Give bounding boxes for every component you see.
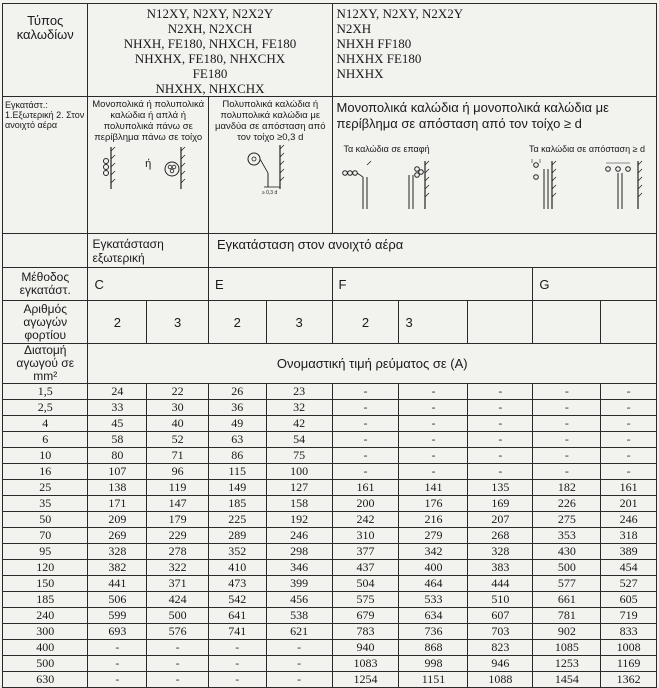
table-row bbox=[3, 624, 657, 640]
current-value: - bbox=[533, 416, 601, 432]
spaced-multicore-cable-illustration bbox=[220, 143, 320, 195]
current-value: 226 bbox=[533, 496, 601, 512]
current-value: 1151 bbox=[399, 672, 468, 688]
current-value: 342 bbox=[399, 544, 468, 560]
current-value: 641 bbox=[208, 608, 266, 624]
method-label: Μέθοδος εγκατάστ. bbox=[3, 268, 88, 301]
current-value: 703 bbox=[468, 624, 533, 640]
table-row bbox=[3, 432, 657, 448]
current-value: 176 bbox=[399, 496, 468, 512]
current-value: 269 bbox=[88, 528, 147, 544]
current-value: - bbox=[601, 384, 657, 400]
alternative-symbol: ή bbox=[145, 158, 152, 170]
spaced-cables-label: Τα καλώδια σε απόσταση ≥ d bbox=[528, 144, 646, 154]
current-value: 444 bbox=[468, 576, 533, 592]
current-value: 40 bbox=[147, 416, 209, 432]
current-value: 510 bbox=[468, 592, 533, 608]
cross-section-value: 6 bbox=[3, 432, 88, 448]
current-value: - bbox=[399, 384, 468, 400]
rating-rows bbox=[3, 384, 657, 688]
spaced-cables-illustration bbox=[522, 155, 652, 213]
current-value: 225 bbox=[208, 512, 266, 528]
current-value: - bbox=[468, 384, 533, 400]
current-value: 278 bbox=[147, 544, 209, 560]
current-value: - bbox=[399, 432, 468, 448]
current-value: 141 bbox=[399, 480, 468, 496]
current-value: 946 bbox=[468, 656, 533, 672]
current-value: 107 bbox=[88, 464, 147, 480]
current-value: 279 bbox=[399, 528, 468, 544]
cable-type-line: N12XY, N2XY, N2X2Y bbox=[146, 6, 274, 21]
current-value: 781 bbox=[533, 608, 601, 624]
current-value: 504 bbox=[332, 576, 399, 592]
table-row bbox=[3, 528, 657, 544]
current-value: 161 bbox=[332, 480, 399, 496]
conductors-f-3: 3 bbox=[399, 301, 468, 344]
current-value: 506 bbox=[88, 592, 147, 608]
method-c: C bbox=[88, 268, 208, 301]
method-e-text: Πολυπολικά καλώδια ή πολυπολικά καλώδια με μανδύα σε απόσταση από τον τοίχο ≥0,3 d bbox=[214, 99, 326, 143]
current-value: 246 bbox=[266, 528, 332, 544]
current-value: 71 bbox=[147, 448, 209, 464]
current-value: 75 bbox=[266, 448, 332, 464]
cable-type-line: N12XY, N2XY, N2X2Y bbox=[336, 6, 464, 21]
current-value: 328 bbox=[88, 544, 147, 560]
table-row bbox=[3, 592, 657, 608]
current-value: - bbox=[533, 432, 601, 448]
cable-type-line: FE180 bbox=[192, 66, 228, 81]
current-value: 246 bbox=[601, 512, 657, 528]
current-value: 454 bbox=[601, 560, 657, 576]
current-value: 1253 bbox=[533, 656, 601, 672]
cable-types-row bbox=[3, 4, 657, 97]
current-value: 328 bbox=[468, 544, 533, 560]
current-value: 242 bbox=[332, 512, 399, 528]
cross-section-value: 630 bbox=[3, 672, 88, 688]
current-value: 318 bbox=[601, 528, 657, 544]
external-installation-label: Εγκατάσταση εξωτερική bbox=[88, 234, 208, 268]
cable-type-line: NHXH, FE180, NHXCH, FE180 bbox=[123, 36, 297, 51]
current-value: 383 bbox=[468, 560, 533, 576]
current-value: 400 bbox=[399, 560, 468, 576]
method-c-description bbox=[88, 97, 208, 234]
current-value: 599 bbox=[88, 608, 147, 624]
current-value: 576 bbox=[147, 624, 209, 640]
current-value: 207 bbox=[468, 512, 533, 528]
current-value: 500 bbox=[147, 608, 209, 624]
current-value: - bbox=[208, 640, 266, 656]
table-row bbox=[3, 544, 657, 560]
current-value: - bbox=[468, 416, 533, 432]
empty-cell bbox=[468, 301, 533, 344]
current-value: - bbox=[332, 416, 399, 432]
current-value: 135 bbox=[468, 480, 533, 496]
current-value: 542 bbox=[208, 592, 266, 608]
current-value: 322 bbox=[147, 560, 209, 576]
current-rating-label: Ονομαστική τιμή ρεύματος σε (A) bbox=[88, 344, 657, 384]
cable-type-line: N2XH bbox=[336, 21, 372, 36]
cross-section-value: 240 bbox=[3, 608, 88, 624]
empty-cell bbox=[3, 234, 88, 268]
current-value: 127 bbox=[266, 480, 332, 496]
cross-section-value: 120 bbox=[3, 560, 88, 576]
current-value: 437 bbox=[332, 560, 399, 576]
cross-section-value: 1,5 bbox=[3, 384, 88, 400]
current-value: 634 bbox=[399, 608, 468, 624]
current-value: 1254 bbox=[332, 672, 399, 688]
current-value: - bbox=[533, 464, 601, 480]
current-value: 424 bbox=[147, 592, 209, 608]
current-value: 169 bbox=[468, 496, 533, 512]
current-value: 32 bbox=[266, 400, 332, 416]
current-value: 42 bbox=[266, 416, 332, 432]
current-value: - bbox=[88, 656, 147, 672]
current-value: 719 bbox=[601, 608, 657, 624]
current-value: 382 bbox=[88, 560, 147, 576]
current-value: 96 bbox=[147, 464, 209, 480]
table-row bbox=[3, 448, 657, 464]
table-row bbox=[3, 672, 657, 688]
installation-type-label: Εγκατάστ.: 1.Εξωτερική 2. Στον ανοιχτό αέρα bbox=[3, 97, 88, 234]
conductors-f-2: 2 bbox=[332, 301, 399, 344]
method-row bbox=[3, 268, 657, 301]
current-value: 33 bbox=[88, 400, 147, 416]
table-row bbox=[3, 496, 657, 512]
cross-section-label: Διατομή αγωγού σε mm² bbox=[3, 344, 88, 384]
current-value: 353 bbox=[533, 528, 601, 544]
current-value: 161 bbox=[601, 480, 657, 496]
current-value: 185 bbox=[208, 496, 266, 512]
cross-section-value: 50 bbox=[3, 512, 88, 528]
cross-section-value: 2,5 bbox=[3, 400, 88, 416]
current-value: 1083 bbox=[332, 656, 399, 672]
current-value: - bbox=[208, 656, 266, 672]
current-value: 399 bbox=[266, 576, 332, 592]
current-value: - bbox=[332, 448, 399, 464]
method-fg-description bbox=[332, 97, 656, 234]
current-value: - bbox=[399, 464, 468, 480]
current-value: - bbox=[533, 448, 601, 464]
current-value: 377 bbox=[332, 544, 399, 560]
current-value: 1088 bbox=[468, 672, 533, 688]
current-value: 23 bbox=[266, 384, 332, 400]
current-value: - bbox=[468, 448, 533, 464]
method-f-subcase bbox=[337, 144, 437, 217]
current-value: 24 bbox=[88, 384, 147, 400]
current-value: 346 bbox=[266, 560, 332, 576]
current-value: 441 bbox=[88, 576, 147, 592]
current-value: 147 bbox=[147, 496, 209, 512]
conductors-c-3: 3 bbox=[147, 301, 209, 344]
current-value: 389 bbox=[601, 544, 657, 560]
current-value: 577 bbox=[533, 576, 601, 592]
current-value: - bbox=[147, 656, 209, 672]
current-value: 115 bbox=[208, 464, 266, 480]
cable-type-line: NHXHX FE180 bbox=[336, 51, 422, 66]
current-value: 527 bbox=[601, 576, 657, 592]
current-value: 298 bbox=[266, 544, 332, 560]
current-value: 182 bbox=[533, 480, 601, 496]
cable-type-label: Τύπος καλωδίων bbox=[3, 4, 88, 97]
table-row bbox=[3, 384, 657, 400]
current-value: - bbox=[601, 464, 657, 480]
table-row bbox=[3, 416, 657, 432]
current-value: 464 bbox=[399, 576, 468, 592]
current-value: - bbox=[88, 640, 147, 656]
conductors-row bbox=[3, 301, 657, 344]
current-value: 36 bbox=[208, 400, 266, 416]
current-value: 833 bbox=[601, 624, 657, 640]
current-value: 268 bbox=[468, 528, 533, 544]
method-g-subcase bbox=[522, 144, 652, 217]
current-value: 352 bbox=[208, 544, 266, 560]
table-row bbox=[3, 560, 657, 576]
current-value: 868 bbox=[399, 640, 468, 656]
current-value: 575 bbox=[332, 592, 399, 608]
current-value: - bbox=[533, 400, 601, 416]
current-value: 119 bbox=[147, 480, 209, 496]
current-value: 58 bbox=[88, 432, 147, 448]
cable-types-list-left bbox=[88, 4, 332, 97]
current-value: - bbox=[601, 400, 657, 416]
current-value: 940 bbox=[332, 640, 399, 656]
current-value: 998 bbox=[399, 656, 468, 672]
current-value: - bbox=[266, 656, 332, 672]
current-value: 1008 bbox=[601, 640, 657, 656]
table-row bbox=[3, 640, 657, 656]
current-value: 783 bbox=[332, 624, 399, 640]
current-value: 736 bbox=[399, 624, 468, 640]
method-f: F bbox=[332, 268, 533, 301]
current-value: - bbox=[468, 432, 533, 448]
method-fg-subcases bbox=[337, 144, 652, 217]
current-value: - bbox=[332, 464, 399, 480]
cable-type-line: NHXHX, FE180, NHXCHX bbox=[134, 51, 286, 66]
method-g: G bbox=[533, 268, 657, 301]
current-value: - bbox=[332, 400, 399, 416]
current-value: - bbox=[88, 672, 147, 688]
cable-current-rating-table bbox=[2, 3, 657, 688]
conductors-label: Αριθμός αγωγών φορτίου bbox=[3, 301, 88, 344]
current-value: 45 bbox=[88, 416, 147, 432]
table-row bbox=[3, 480, 657, 496]
current-value: - bbox=[266, 640, 332, 656]
current-value: 63 bbox=[208, 432, 266, 448]
current-value: 1362 bbox=[601, 672, 657, 688]
current-value: - bbox=[399, 416, 468, 432]
svg-text:≥ 0,3 d: ≥ 0,3 d bbox=[262, 190, 278, 195]
section-header-row bbox=[3, 344, 657, 384]
cross-section-value: 70 bbox=[3, 528, 88, 544]
current-value: 661 bbox=[533, 592, 601, 608]
current-value: 607 bbox=[468, 608, 533, 624]
current-value: 310 bbox=[332, 528, 399, 544]
cross-section-value: 16 bbox=[3, 464, 88, 480]
current-value: 500 bbox=[533, 560, 601, 576]
cross-section-value: 4 bbox=[3, 416, 88, 432]
current-value: - bbox=[601, 416, 657, 432]
cross-section-value: 95 bbox=[3, 544, 88, 560]
current-value: - bbox=[332, 384, 399, 400]
current-value: 80 bbox=[88, 448, 147, 464]
table-row bbox=[3, 400, 657, 416]
current-value: 192 bbox=[266, 512, 332, 528]
current-value: 138 bbox=[88, 480, 147, 496]
current-value: - bbox=[533, 384, 601, 400]
current-value: 216 bbox=[399, 512, 468, 528]
cross-section-value: 300 bbox=[3, 624, 88, 640]
touching-cables-label: Τα καλώδια σε επαφή bbox=[343, 144, 430, 154]
current-value: - bbox=[468, 464, 533, 480]
current-value: 538 bbox=[266, 608, 332, 624]
current-value: 49 bbox=[208, 416, 266, 432]
current-value: 823 bbox=[468, 640, 533, 656]
conductors-c-2: 2 bbox=[88, 301, 147, 344]
current-value: 275 bbox=[533, 512, 601, 528]
current-value: 201 bbox=[601, 496, 657, 512]
current-value: 371 bbox=[147, 576, 209, 592]
current-value: 158 bbox=[266, 496, 332, 512]
conductors-e-2: 2 bbox=[208, 301, 266, 344]
current-value: 1454 bbox=[533, 672, 601, 688]
current-value: 289 bbox=[208, 528, 266, 544]
current-value: 533 bbox=[399, 592, 468, 608]
current-value: 410 bbox=[208, 560, 266, 576]
current-value: 86 bbox=[208, 448, 266, 464]
cable-type-line: NHXHX bbox=[336, 66, 384, 81]
cross-section-value: 35 bbox=[3, 496, 88, 512]
empty-cell bbox=[533, 301, 601, 344]
current-value: 456 bbox=[266, 592, 332, 608]
touching-cables-illustration bbox=[337, 155, 437, 213]
current-value: - bbox=[399, 448, 468, 464]
current-value: 1169 bbox=[601, 656, 657, 672]
current-value: 741 bbox=[208, 624, 266, 640]
current-value: - bbox=[266, 672, 332, 688]
cross-section-value: 10 bbox=[3, 448, 88, 464]
method-e-description bbox=[208, 97, 332, 234]
cross-section-value: 25 bbox=[3, 480, 88, 496]
current-value: 52 bbox=[147, 432, 209, 448]
current-value: 149 bbox=[208, 480, 266, 496]
current-value: 1085 bbox=[533, 640, 601, 656]
current-value: - bbox=[147, 640, 209, 656]
cross-section-value: 400 bbox=[3, 640, 88, 656]
current-value: 621 bbox=[266, 624, 332, 640]
current-value: 473 bbox=[208, 576, 266, 592]
current-value: - bbox=[399, 400, 468, 416]
installation-description-row bbox=[3, 97, 657, 234]
cross-section-value: 150 bbox=[3, 576, 88, 592]
current-value: - bbox=[601, 448, 657, 464]
method-fg-text: Μονοπολικά καλώδια ή μονοπολικά καλώδια με περίβλημα σε απόσταση από τον τοίχο ≥ d bbox=[336, 100, 609, 131]
cable-type-line: NHXH FF180 bbox=[336, 36, 412, 51]
table-row bbox=[3, 656, 657, 672]
cable-type-line: N2XH, N2XCH bbox=[167, 21, 253, 36]
current-value: - bbox=[208, 672, 266, 688]
table-row bbox=[3, 512, 657, 528]
cable-type-line: NHXHX, NHXCHX bbox=[155, 81, 265, 96]
cross-section-value: 185 bbox=[3, 592, 88, 608]
table-row bbox=[3, 464, 657, 480]
current-value: 30 bbox=[147, 400, 209, 416]
table-row bbox=[3, 576, 657, 592]
empty-cell bbox=[601, 301, 657, 344]
current-value: - bbox=[468, 400, 533, 416]
current-value: 430 bbox=[533, 544, 601, 560]
current-value: - bbox=[601, 432, 657, 448]
current-value: 679 bbox=[332, 608, 399, 624]
current-value: 229 bbox=[147, 528, 209, 544]
current-value: 209 bbox=[88, 512, 147, 528]
current-value: 100 bbox=[266, 464, 332, 480]
current-value: - bbox=[147, 672, 209, 688]
current-value: - bbox=[332, 432, 399, 448]
current-value: 200 bbox=[332, 496, 399, 512]
current-value: 179 bbox=[147, 512, 209, 528]
current-value: 54 bbox=[266, 432, 332, 448]
installation-condition-row bbox=[3, 234, 657, 268]
cable-types-list-right bbox=[332, 4, 656, 97]
current-value: 22 bbox=[147, 384, 209, 400]
current-value: 26 bbox=[208, 384, 266, 400]
method-e: E bbox=[208, 268, 332, 301]
method-c-text: Μονοπολικά ή πολυπολικά καλώδια ή απλά ή πολυπολικά πάνω σε περίβλημα πάνω σε τοίχο bbox=[92, 99, 205, 143]
current-value: 605 bbox=[601, 592, 657, 608]
current-value: 693 bbox=[88, 624, 147, 640]
current-value: 171 bbox=[88, 496, 147, 512]
table-row bbox=[3, 608, 657, 624]
cross-section-value: 500 bbox=[3, 656, 88, 672]
conductors-e-3: 3 bbox=[266, 301, 332, 344]
open-air-installation-label: Εγκατάσταση στον ανοιχτό αέρα bbox=[208, 234, 656, 268]
current-value: 902 bbox=[533, 624, 601, 640]
